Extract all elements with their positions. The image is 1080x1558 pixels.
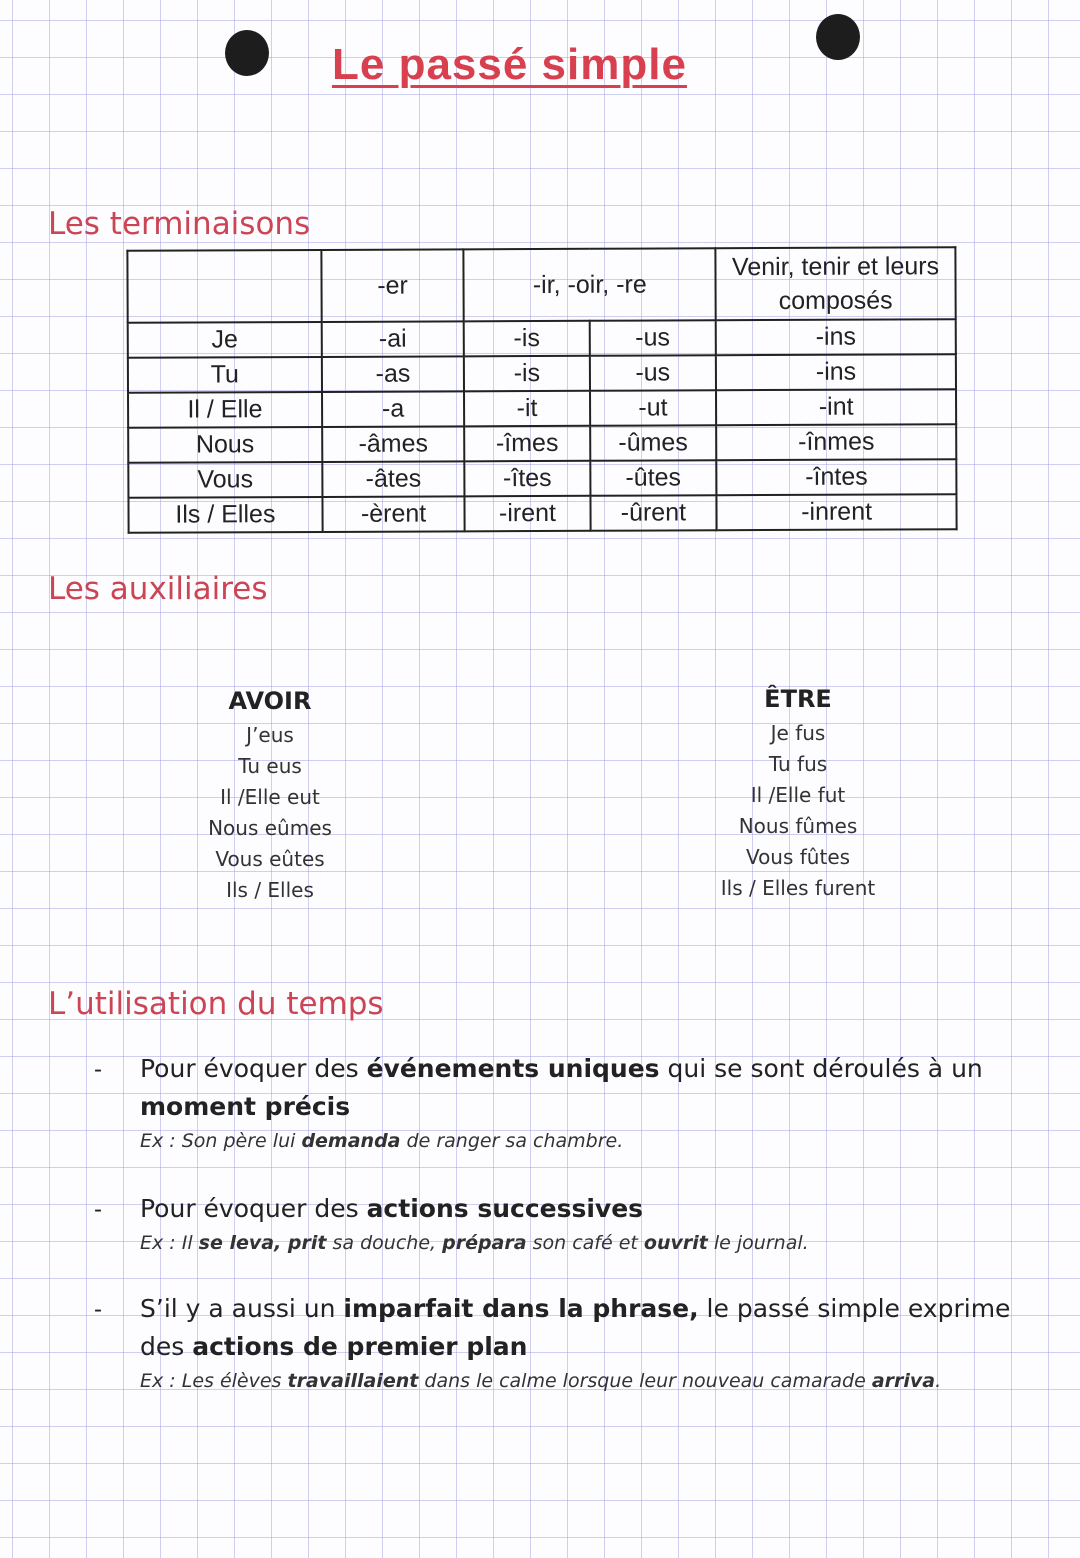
header-cell: Venir, tenir et leurs composés (716, 247, 956, 320)
cell: -âtes (322, 461, 465, 497)
cell: -întes (716, 459, 956, 495)
text: qui se sont déroulés à un (659, 1054, 983, 1083)
example (140, 1126, 1020, 1156)
cell: -inrent (717, 494, 957, 530)
cell: Je (128, 322, 322, 358)
cell: -it (464, 391, 589, 427)
list-item: Vous fûtes (745, 845, 851, 869)
bold-text: ouvrit (643, 1232, 708, 1254)
text: Ex : Il (140, 1232, 199, 1254)
text: le journal. (707, 1232, 809, 1254)
text: Pour évoquer des (140, 1194, 367, 1223)
heading-terminaisons: Les terminaisons (48, 206, 311, 242)
list-item: Nous eûmes (208, 816, 332, 840)
use-item-2 (140, 1190, 1020, 1258)
list-item: Ils / Elles furent (720, 876, 876, 900)
bullet: - (94, 1296, 102, 1323)
bold-text: se leva, prit (198, 1232, 327, 1254)
cell: Vous (128, 462, 322, 498)
bullet: - (94, 1196, 102, 1223)
list-item: J’eus (246, 723, 294, 747)
cell: Ils / Elles (128, 497, 322, 533)
cell: -irent (465, 496, 590, 532)
heading-utilisation: L’utilisation du temps (48, 986, 384, 1022)
text: le passé simple exprime des (140, 1294, 1011, 1361)
table-row (128, 389, 956, 428)
cell: -ûmes (590, 425, 717, 461)
list-item: Il /Elle eut (220, 785, 320, 809)
text: dans le calme lorsque leur nouveau camarade (418, 1370, 872, 1392)
header-cell: -er (321, 249, 464, 322)
text: . (935, 1370, 942, 1392)
cell: -âmes (322, 426, 465, 462)
use-item-3 (140, 1290, 1020, 1396)
text: son café et (526, 1232, 644, 1254)
table-row (128, 494, 956, 533)
etre-title: ÊTRE (764, 685, 832, 713)
text: de ranger sa chambre. (400, 1130, 624, 1152)
bold-text: moment précis (140, 1092, 351, 1121)
use-item-1 (140, 1050, 1020, 1156)
list-item: Tu fus (768, 752, 828, 776)
cell: -îtes (465, 461, 590, 497)
heading-auxiliaires: Les auxiliaires (48, 571, 268, 607)
header-cell: -ir, -oir, -re (464, 248, 716, 321)
text: Ex : Les élèves (140, 1370, 288, 1392)
cell: -ins (716, 319, 956, 355)
bold-text: demanda (301, 1130, 401, 1152)
text: Ex : Son père lui (140, 1130, 302, 1152)
endings-table (126, 246, 957, 534)
header-cell (127, 250, 321, 323)
cell: Tu (128, 357, 322, 393)
table-row (128, 319, 956, 358)
avoir-title: AVOIR (228, 687, 312, 715)
list-item: Nous fûmes (738, 814, 858, 838)
bold-text: travaillaient (287, 1370, 419, 1392)
bold-text: imparfait dans la phrase, (343, 1294, 699, 1323)
list-item: Il /Elle fut (750, 783, 846, 807)
example (140, 1366, 1020, 1396)
cell: -ai (321, 321, 464, 357)
table-row (128, 424, 956, 463)
page-title: Le passé simple (332, 40, 687, 89)
cell: -îmes (464, 426, 589, 462)
cell: -as (322, 356, 465, 392)
text: sa douche, (326, 1232, 443, 1254)
punch-hole-left (225, 30, 269, 76)
bold-text: actions de premier plan (192, 1332, 528, 1361)
cell: -int (716, 389, 956, 425)
bold-text: actions successives (366, 1194, 644, 1223)
cell: Il / Elle (128, 392, 322, 428)
bold-text: arriva (871, 1370, 936, 1392)
bold-text: événements uniques (366, 1054, 660, 1083)
list-item: Je fus (770, 721, 826, 745)
cell: -ûtes (590, 460, 717, 496)
cell: -ûrent (590, 495, 717, 531)
text: S’il y a aussi un (140, 1294, 344, 1323)
list-item: Ils / Elles (226, 878, 314, 902)
bold-text: prépara (442, 1232, 527, 1254)
cell: Nous (128, 427, 322, 463)
text: Pour évoquer des (140, 1054, 367, 1083)
bullet: - (94, 1056, 102, 1083)
cell: -înmes (716, 424, 956, 460)
cell: -ins (716, 354, 956, 390)
cell: -èrent (322, 496, 465, 532)
etre-conjugation (678, 680, 918, 904)
avoir-conjugation (170, 682, 370, 906)
punch-hole-right (816, 14, 860, 60)
table-row (128, 354, 956, 393)
cell: -us (589, 355, 716, 391)
list-item: Tu eus (238, 754, 302, 778)
cell: -is (464, 321, 589, 357)
cell: -is (464, 356, 589, 392)
cell: -a (322, 391, 465, 427)
table-header-row (127, 247, 955, 323)
cell: -ut (590, 390, 717, 426)
list-item: Vous eûtes (215, 847, 325, 871)
table-row (128, 459, 956, 498)
example (140, 1228, 1020, 1258)
cell: -us (589, 320, 716, 356)
